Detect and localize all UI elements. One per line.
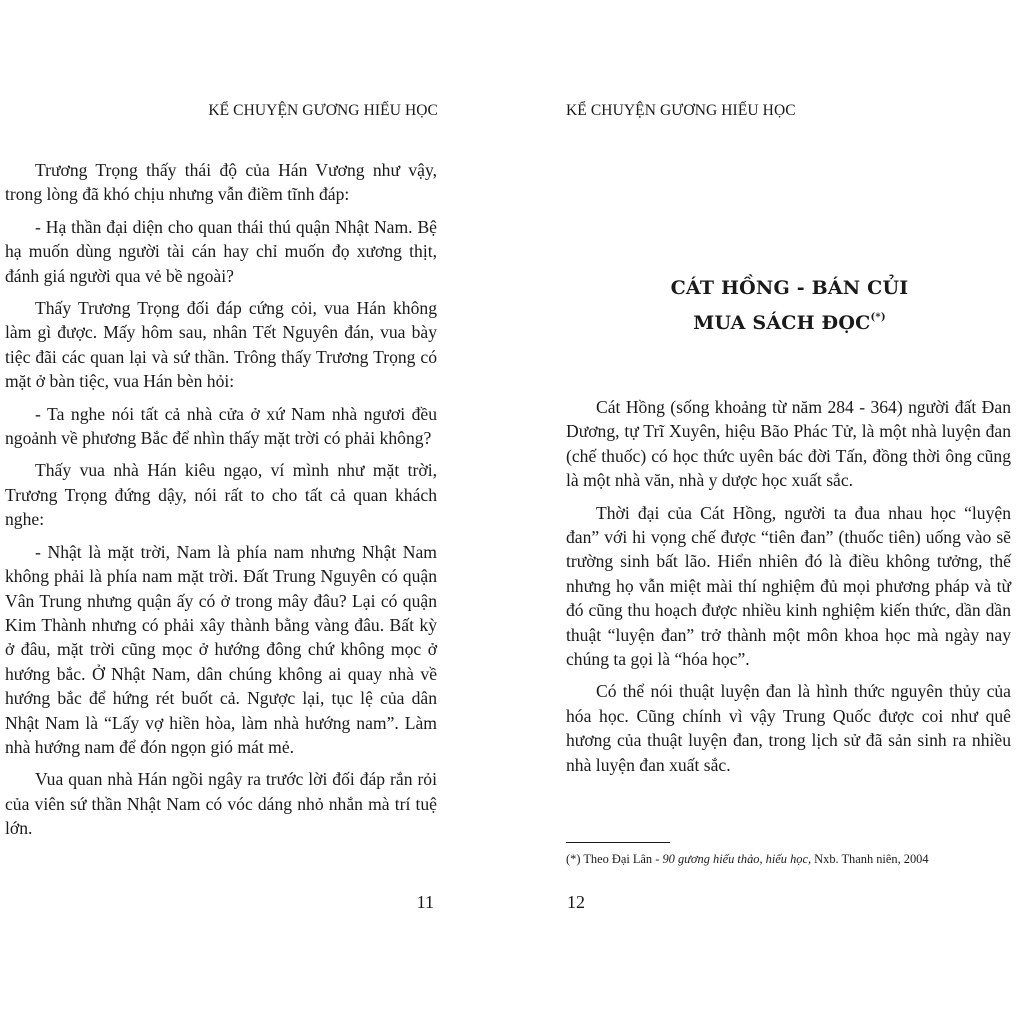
paragraph: - Nhật là mặt trời, Nam là phía nam nhưng Nhật Nam không phải là phía nam mặt trời. Đất Trung Nguyên có quận Vân Trung nhưng quận ấy có ở trong mây đâu? Lại có quận Kim Thành nhưng có phải xây thành bằng vàng đâu. Bất kỳ ở đâu, mặt trời cũng mọc ở hướng đông chứ không mọc ở hướng bắc. Ở Nhật Nam, dân chúng không ai quay nhà về hướng bắc để hứng rét buốt cả. Ngược lại, tục lệ của dân Nhật Nam là “Lấy vợ hiền hòa, làm nhà hướng nam”. Làm nhà hướng nam để đón ngọn gió mát mẻ. [5,541,437,757]
paragraph: Thời đại của Cát Hồng, người ta đua nhau học “luyện đan” với hi vọng chế được “tiên đan” (thuốc tiên) uống vào sẽ trường sinh bất lão. Hiển nhiên đó là điều không tưởng, thế nhưng họ vẫn miệt mài thí nghiệm đủ mọi phương pháp và từ đó cũng thu hoạch được nhiều kinh nghiệm kiến thức, dần dần thuật “luyện đan” trở thành một môn khoa học mà ngày nay chúng ta gọi là “hóa học”. [566,502,1011,670]
paragraph: Cát Hồng (sống khoảng từ năm 284 - 364) người đất Đan Dương, tự Trĩ Xuyên, hiệu Bão Phác Tử, là một nhà luyện đan (chế thuốc) có học thức uyên bác đời Tấn, đồng thời ông cũng là một nhà văn, nhà y dược học xuất sắc. [566,397,1011,491]
paragraph: Trương Trọng thấy thái độ của Hán Vương như vậy, trong lòng đã khó chịu nhưng vẫn điềm tĩnh đáp: [5,160,437,205]
page-number: 12 [567,892,585,912]
body-text [5,158,437,849]
body-text [566,395,1011,785]
paragraph: Thấy vua nhà Hán kiêu ngạo, ví mình như mặt trời, Trương Trọng đứng dậy, nói rất to cho tất cả quan khách nghe: [5,460,437,530]
footnote-publisher: Nxb. Thanh niên, 2004 [811,852,929,866]
paragraph: - Ta nghe nói tất cả nhà cửa ở xứ Nam nhà ngươi đều ngoảnh về phương Bắc để nhìn thấy mặt trời có phải không? [5,403,437,449]
running-head: KỂ CHUYỆN GƯƠNG HIẾU HỌC [208,102,438,119]
paragraph: Vua quan nhà Hán ngồi ngây ra trước lời đối đáp rắn rỏi của viên sứ thần Nhật Nam có vóc dáng nhỏ nhắn mà trí tuệ lớn. [5,769,437,839]
paragraph: Có thể nói thuật luyện đan là hình thức nguyên thủy của hóa học. Cũng chính vì vậy Trung Quốc được coi như quê hương của thuật luyện đan, trong lịch sử đã sản sinh ra nhiều nhà luyện đan xuất sắc. [566,681,1011,775]
footnote-prefix: (*) Theo Đại Lân - [566,852,663,866]
paragraph: - Hạ thần đại diện cho quan thái thú quận Nhật Nam. Bệ hạ muốn dùng người tài cán hay chỉ muốn đọ xương thịt, đánh giá người qua vẻ bề ngoài? [5,216,437,286]
chapter-title-line-1: CÁT HỒNG - BÁN CỦI [670,277,909,299]
chapter-title-line-2 [566,303,1013,338]
footnote-rule [566,842,670,843]
running-head: KỂ CHUYỆN GƯƠNG HIẾU HỌC [566,102,796,119]
right-page [512,0,1024,1024]
paragraph: Thấy Trương Trọng đối đáp cứng cỏi, vua Hán không làm gì được. Mấy hôm sau, nhân Tết Nguyên đán, vua bày tiệc đãi các quan lại và sứ thần. Trông thấy Trương Trọng có mặt ở bàn tiệc, vua Hán bèn hỏi: [5,298,437,392]
page-number: 11 [416,892,434,912]
footnote [566,851,1024,867]
chapter-title [566,274,1013,338]
chapter-title-line-2-text: MUA SÁCH ĐỌC [693,312,871,334]
footnote-marker: (*) [870,312,886,323]
footnote-book-title: 90 gương hiếu thảo, hiếu học, [662,852,812,866]
